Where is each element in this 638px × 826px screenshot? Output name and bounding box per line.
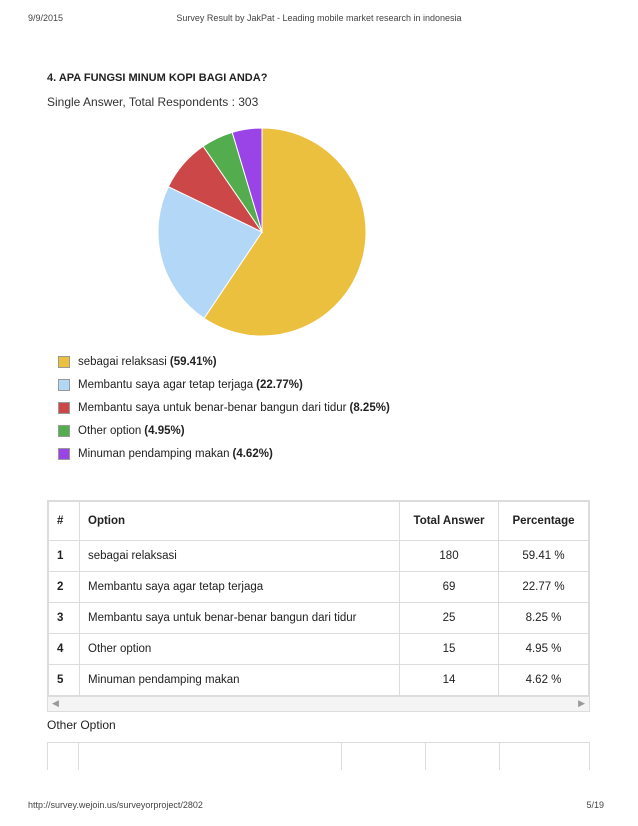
row-index: 5 [49, 665, 80, 696]
other-option-table [47, 742, 590, 770]
legend-label: Membantu saya agar tetap terjaga [78, 378, 254, 391]
legend-swatch [58, 402, 70, 414]
column-header-index: # [49, 502, 80, 541]
results-table [47, 500, 590, 712]
legend-item [58, 350, 390, 373]
question-title: 4. APA FUNGSI MINUM KOPI BAGI ANDA? [47, 72, 268, 84]
row-percentage: 4.62 % [499, 665, 589, 696]
table-row [49, 634, 589, 665]
legend-item [58, 396, 390, 419]
chart-legend [58, 350, 390, 465]
legend-percent: (59.41%) [169, 355, 217, 368]
column-divider [78, 743, 79, 770]
row-total: 14 [400, 665, 499, 696]
horizontal-scrollbar[interactable] [48, 696, 589, 711]
row-index: 4 [49, 634, 80, 665]
table-header-row [49, 502, 589, 541]
legend-swatch [58, 448, 70, 460]
footer-url: http://survey.wejoin.us/surveyorproject/2802 [28, 800, 203, 810]
print-date: 9/9/2015 [28, 13, 64, 23]
row-index: 3 [49, 603, 80, 634]
legend-percent: (4.62%) [232, 447, 273, 460]
print-title: Survey Result by JakPat - Leading mobile market research in indonesia [176, 13, 462, 23]
other-option-title: Other Option [47, 718, 116, 732]
pie-chart [150, 120, 374, 344]
legend-swatch [58, 425, 70, 437]
row-option: Minuman pendamping makan [80, 665, 400, 696]
row-percentage: 59.41 % [499, 541, 589, 572]
legend-item [58, 419, 390, 442]
table-row [49, 665, 589, 696]
table-row [49, 603, 589, 634]
row-option: Membantu saya agar tetap terjaga [80, 572, 400, 603]
column-divider [341, 743, 342, 770]
row-percentage: 22.77 % [499, 572, 589, 603]
page-number: 5/19 [586, 800, 604, 810]
row-index: 2 [49, 572, 80, 603]
scroll-right-icon[interactable]: ▶ [578, 698, 585, 708]
legend-label: Minuman pendamping makan [78, 447, 230, 460]
legend-swatch [58, 379, 70, 391]
column-header-option: Option [80, 502, 400, 541]
legend-percent: (22.77%) [256, 378, 303, 391]
legend-label: Membantu saya untuk benar-benar bangun dari tidur [78, 401, 347, 414]
legend-swatch [58, 356, 70, 368]
row-total: 25 [400, 603, 499, 634]
table-row [49, 572, 589, 603]
row-option: sebagai relaksasi [80, 541, 400, 572]
legend-percent: (8.25%) [349, 401, 390, 414]
row-index: 1 [49, 541, 80, 572]
legend-label: Other option [78, 424, 142, 437]
legend-label: sebagai relaksasi [78, 355, 167, 368]
legend-item [58, 373, 390, 396]
row-option: Membantu saya untuk benar-benar bangun dari tidur [80, 603, 400, 634]
row-total: 69 [400, 572, 499, 603]
table-row [49, 541, 589, 572]
row-total: 180 [400, 541, 499, 572]
row-percentage: 4.95 % [499, 634, 589, 665]
question-subtitle: Single Answer, Total Respondents : 303 [47, 95, 259, 109]
legend-item [58, 442, 390, 465]
scroll-left-icon[interactable]: ◀ [52, 698, 59, 708]
row-total: 15 [400, 634, 499, 665]
column-header-percentage: Percentage [499, 502, 589, 541]
column-divider [499, 743, 500, 770]
row-option: Other option [80, 634, 400, 665]
column-header-total: Total Answer [400, 502, 499, 541]
row-percentage: 8.25 % [499, 603, 589, 634]
legend-percent: (4.95%) [144, 424, 185, 437]
column-divider [425, 743, 426, 770]
